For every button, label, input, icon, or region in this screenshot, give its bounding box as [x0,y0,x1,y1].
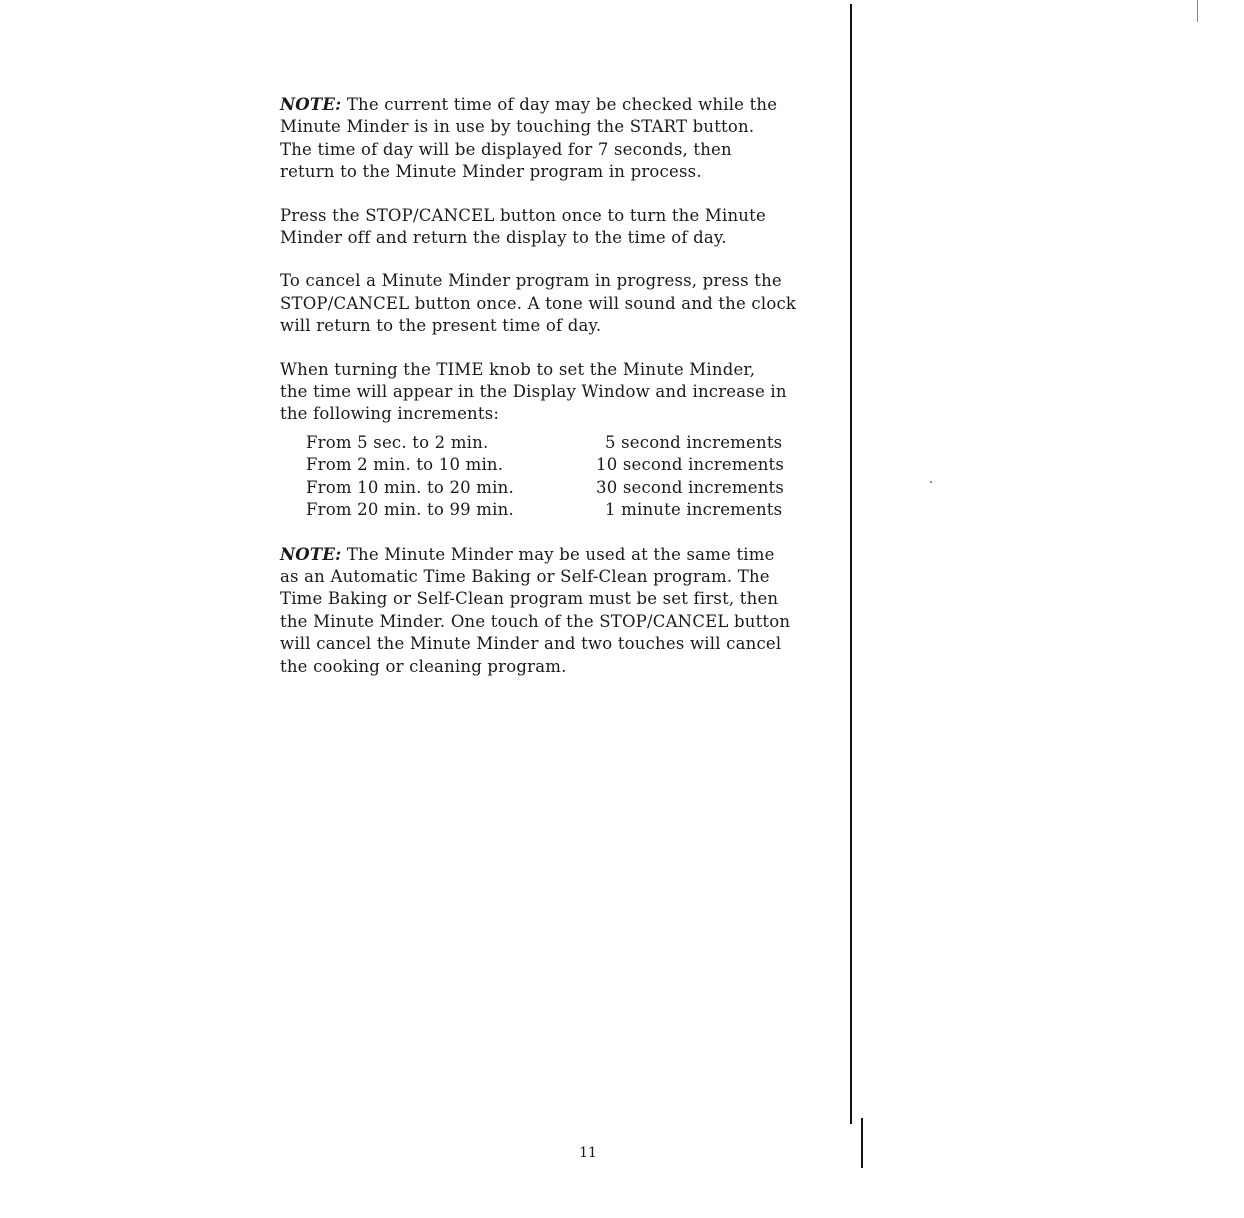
step-cell: 30 second increments [596,477,785,497]
note-paragraph-2 [280,544,815,678]
page-content [280,94,815,699]
note-text: The Minute Minder may be used at the same time as an Automatic Time Baking or Self-Clean program. The Time Baking or Self-Clean program must be set first, then the Minute Minder. One touch of the STOP/CANCEL button will cancel the Minute Minder and two touches will cancel the cooking or cleaning program. [280,544,791,676]
range-cell: From 20 min. to 99 min. [306,500,514,520]
step-cell: 10 second increments [596,455,785,475]
range-cell: From 10 min. to 20 min. [306,477,514,497]
table-row [306,454,784,476]
range-cell: From 2 min. to 10 min. [306,455,504,475]
page-number: 11 [579,1145,597,1161]
note-label: NOTE: [280,95,342,114]
table-row [306,499,784,521]
binding-rule-lower [861,1118,863,1168]
cancel-program-paragraph: To cancel a Minute Minder program in progress, press the STOP/CANCEL button once. A tone will sound and the clock will return to the present time of day. [280,271,797,336]
stop-cancel-paragraph: Press the STOP/CANCEL button once to turn the Minute Minder off and return the display to the time of day. [280,205,766,248]
binding-rule [850,4,852,1124]
step-cell: 5 second increments [605,432,783,452]
scan-speck [930,481,932,483]
table-row [306,477,784,499]
note-text: The current time of day may be checked while the Minute Minder is in use by touching the START button. The time of day will be displayed for 7 seconds, then return to the Minute Minder program in process. [280,95,778,182]
edge-rule [1197,0,1198,22]
range-cell: From 5 sec. to 2 min. [306,432,489,452]
note-paragraph-1 [280,94,815,184]
increments-table [306,432,784,522]
table-row [306,432,784,454]
note-label: NOTE: [280,544,342,564]
time-knob-paragraph: When turning the TIME knob to set the Minute Minder, the time will appear in the Display Window and increase in the following increments: [280,359,787,424]
step-cell: 1 minute increments [605,500,783,520]
